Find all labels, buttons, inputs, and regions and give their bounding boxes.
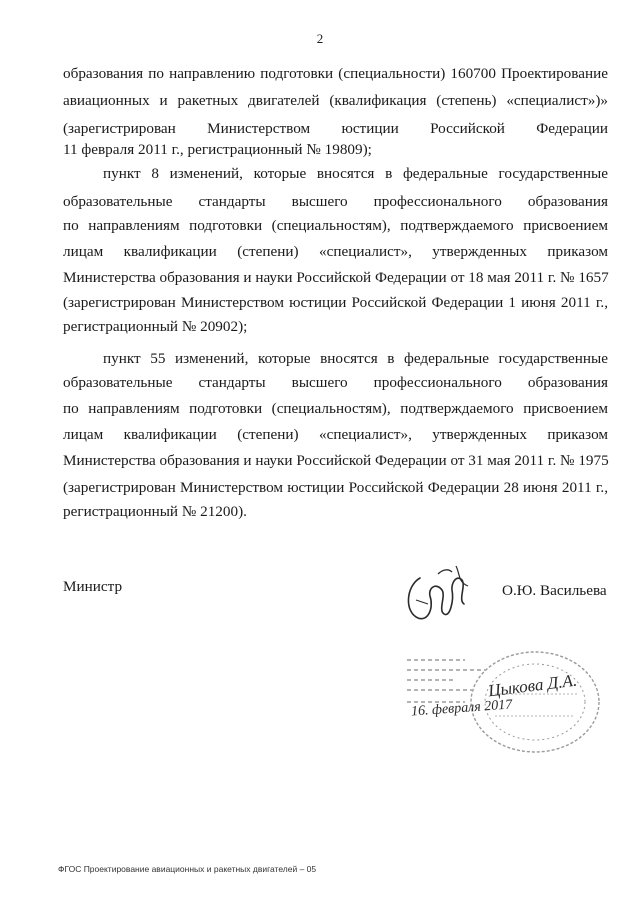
signatory-name: О.Ю. Васильева xyxy=(502,582,607,599)
stamp-handwritten-date: 16. февраля 2017 xyxy=(410,697,513,720)
text-line: лицам квалификации (степени) «специалист», утвержденных приказом xyxy=(63,426,608,443)
text-line: лицам квалификации (степени) «специалист», утвержденных приказом xyxy=(63,243,608,260)
text-line: 11 февраля 2011 г., регистрационный № 19809); xyxy=(63,141,372,158)
text-line: по направлениям подготовки (специальностям), подтверждаемого присвоением xyxy=(63,400,608,417)
text-line: регистрационный № 20902); xyxy=(63,318,248,335)
text-line: (зарегистрирован Министерством юстиции Российской Федерации 1 июня 2011 г., xyxy=(63,294,608,311)
text-line: образовательные стандарты высшего профессионального образования xyxy=(63,193,608,210)
text-line: образовательные стандарты высшего профессионального образования xyxy=(63,374,608,391)
handwritten-signature xyxy=(398,560,498,630)
text-line: образования по направлению подготовки (специальности) 160700 Проектирование xyxy=(63,65,608,82)
page-number: 2 xyxy=(316,31,324,46)
stamp-handwritten-name: Цыкова Д.А. xyxy=(487,670,579,701)
text-line: (зарегистрирован Министерством юстиции Российской Федерации xyxy=(63,120,608,137)
text-line: пункт 55 изменений, которые вносятся в федеральные государственные xyxy=(103,350,608,367)
text-line: регистрационный № 21200). xyxy=(63,503,247,520)
text-line: Министерства образования и науки Российской Федерации от 18 мая 2011 г. № 1657 xyxy=(63,269,609,286)
text-line: (зарегистрирован Министерством юстиции Российской Федерации 28 июня 2011 г., xyxy=(63,479,608,496)
text-line: пункт 8 изменений, которые вносятся в федеральные государственные xyxy=(103,165,608,182)
text-line: Министерства образования и науки Российской Федерации от 31 мая 2011 г. № 1975 xyxy=(63,452,609,469)
text-line: по направлениям подготовки (специальностям), подтверждаемого присвоением xyxy=(63,217,608,234)
text-line: авиационных и ракетных двигателей (квалификация (степень) «специалист»)» xyxy=(63,92,608,109)
footer-text: ФГОС Проектирование авиационных и ракетных двигателей – 05 xyxy=(58,864,317,874)
signatory-title: Министр xyxy=(63,578,123,595)
